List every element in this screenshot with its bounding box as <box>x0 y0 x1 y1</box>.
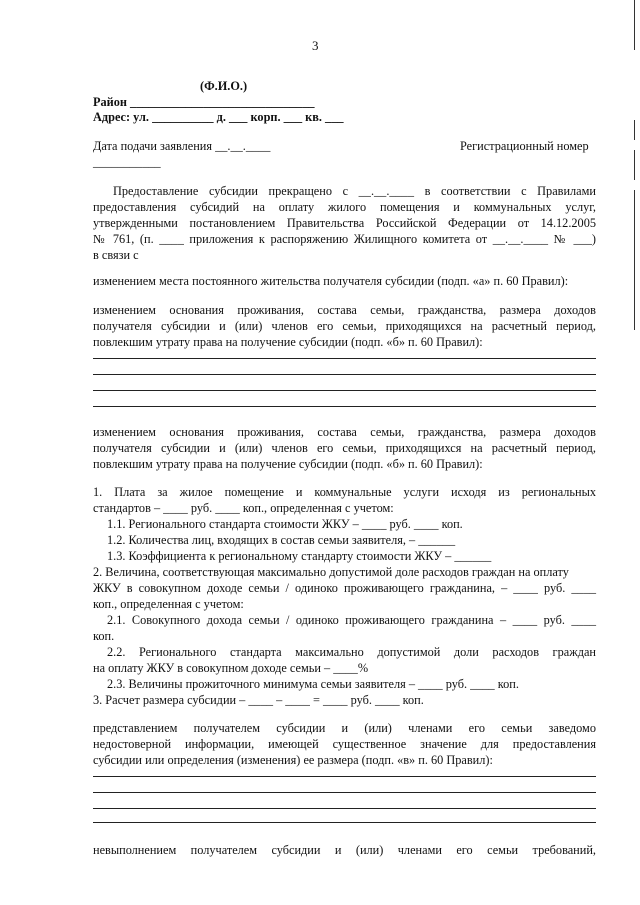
calc-p2-1-line-1: 2.1. Совокупного дохода семьи / одиноко проживающего гражданина – ____ руб. ____ <box>107 613 596 627</box>
intro-line-3: утвержденными постановлением Правительства Российской Федерации от 14.12.2005 <box>93 216 596 230</box>
blank-line <box>93 406 596 407</box>
intro-line-4: № 761, (п. ____ приложения к распоряжению Жилищного комитета от __.__.____ № ___) <box>93 232 596 246</box>
reason-b2-line-1: изменением основания проживания, состава семьи, гражданства, размера доходов <box>93 425 596 439</box>
rayon-field: Район ______________________________ <box>93 95 315 109</box>
page-number: 3 <box>312 38 319 53</box>
fio-label: (Ф.И.О.) <box>200 79 248 93</box>
calc-p2-3: 2.3. Величины прожиточного минимума семьи заявителя – ____ руб. ____ коп. <box>107 677 519 691</box>
scan-edge-mark <box>634 150 635 180</box>
reason-b1-line-2: получателя субсидии и (или) членов его семьи, приходящихся на расчетный период, <box>93 319 596 333</box>
reason-v-line-2: недостоверной информации, имеющей существенное значение для предоставления <box>93 737 596 751</box>
reason-v-line-1: представлением получателем субсидии и (или) членами его семьи заведомо <box>93 721 596 735</box>
scan-edge-mark <box>634 0 635 50</box>
calc-p1-line-1: 1. Плата за жилое помещение и коммунальные услуги исходя из региональных <box>93 485 596 499</box>
calc-p1-line-2: стандартов – ____ руб. ____ коп., определенная с учетом: <box>93 501 394 515</box>
blank-line <box>93 374 596 375</box>
reason-a: изменением места постоянного жительства получателя субсидии (подп. «а» п. 60 Правил): <box>93 274 569 288</box>
calc-p2-line-2: ЖКУ в совокупном доходе семьи / одиноко проживающего гражданина, – ____ руб. ____ <box>93 581 596 595</box>
blank-line <box>93 792 596 793</box>
scan-edge-mark <box>634 120 635 140</box>
calc-p2-line-1: 2. Величина, соответствующая максимально допустимой доле расходов граждан на оплату <box>93 565 569 579</box>
blank-line <box>93 390 596 391</box>
calc-p3: 3. Расчет размера субсидии – ____ – ____ = ____ руб. ____ коп. <box>93 693 424 707</box>
calc-p1-3: 1.3. Коэффициента к региональному стандарту стоимости ЖКУ – ______ <box>107 549 492 563</box>
calc-p2-2-line-1: 2.2. Регионального стандарта максимально допустимой доли расходов граждан <box>107 645 596 659</box>
intro-line-2: предоставления субсидий на оплату жилого помещения и коммунальных услуг, <box>93 200 596 214</box>
intro-line-1: Предоставление субсидии прекращено с __.__.____ в соответствии с Правилами <box>113 184 596 198</box>
address-field: Адрес: ул. __________ д. ___ корп. ___ кв. ___ <box>93 110 344 124</box>
blank-line <box>93 822 596 823</box>
submission-date: Дата подачи заявления __.__.____ <box>93 139 271 153</box>
calc-p1-2: 1.2. Количества лиц, входящих в состав семьи заявителя, – ______ <box>107 533 456 547</box>
reason-g-line-1: невыполнением получателем субсидии и (или) членами его семьи требований, <box>93 843 596 857</box>
reason-b1-line-3: повлекшим утрату права на получение субсидии (подп. «б» п. 60 Правил): <box>93 335 483 349</box>
blank-line <box>93 358 596 359</box>
reason-b1-line-1: изменением основания проживания, состава семьи, гражданства, размера доходов <box>93 303 596 317</box>
reason-b2-line-2: получателя субсидии и (или) членов его семьи, приходящихся на расчетный период, <box>93 441 596 455</box>
blank-line <box>93 808 596 809</box>
calc-p2-line-3: коп., определенная с учетом: <box>93 597 244 611</box>
registration-number-label: Регистрационный номер <box>460 139 589 153</box>
calc-p2-2-line-2: на оплату ЖКУ в совокупном доходе семьи – ____% <box>93 661 369 675</box>
reason-b2-line-3: повлекшим утрату права на получение субсидии (подп. «б» п. 60 Правил): <box>93 457 483 471</box>
scan-edge-mark <box>634 190 635 330</box>
intro-line-5: в связи с <box>93 248 139 262</box>
calc-p2-1-line-2: коп. <box>93 629 115 643</box>
blank-line <box>93 776 596 777</box>
reason-v-line-3: субсидии или определения (изменения) ее размера (подп. «в» п. 60 Правил): <box>93 753 493 767</box>
calc-p1-1: 1.1. Регионального стандарта стоимости ЖКУ – ____ руб. ____ коп. <box>107 517 463 531</box>
registration-number-blank: ___________ <box>93 155 161 169</box>
